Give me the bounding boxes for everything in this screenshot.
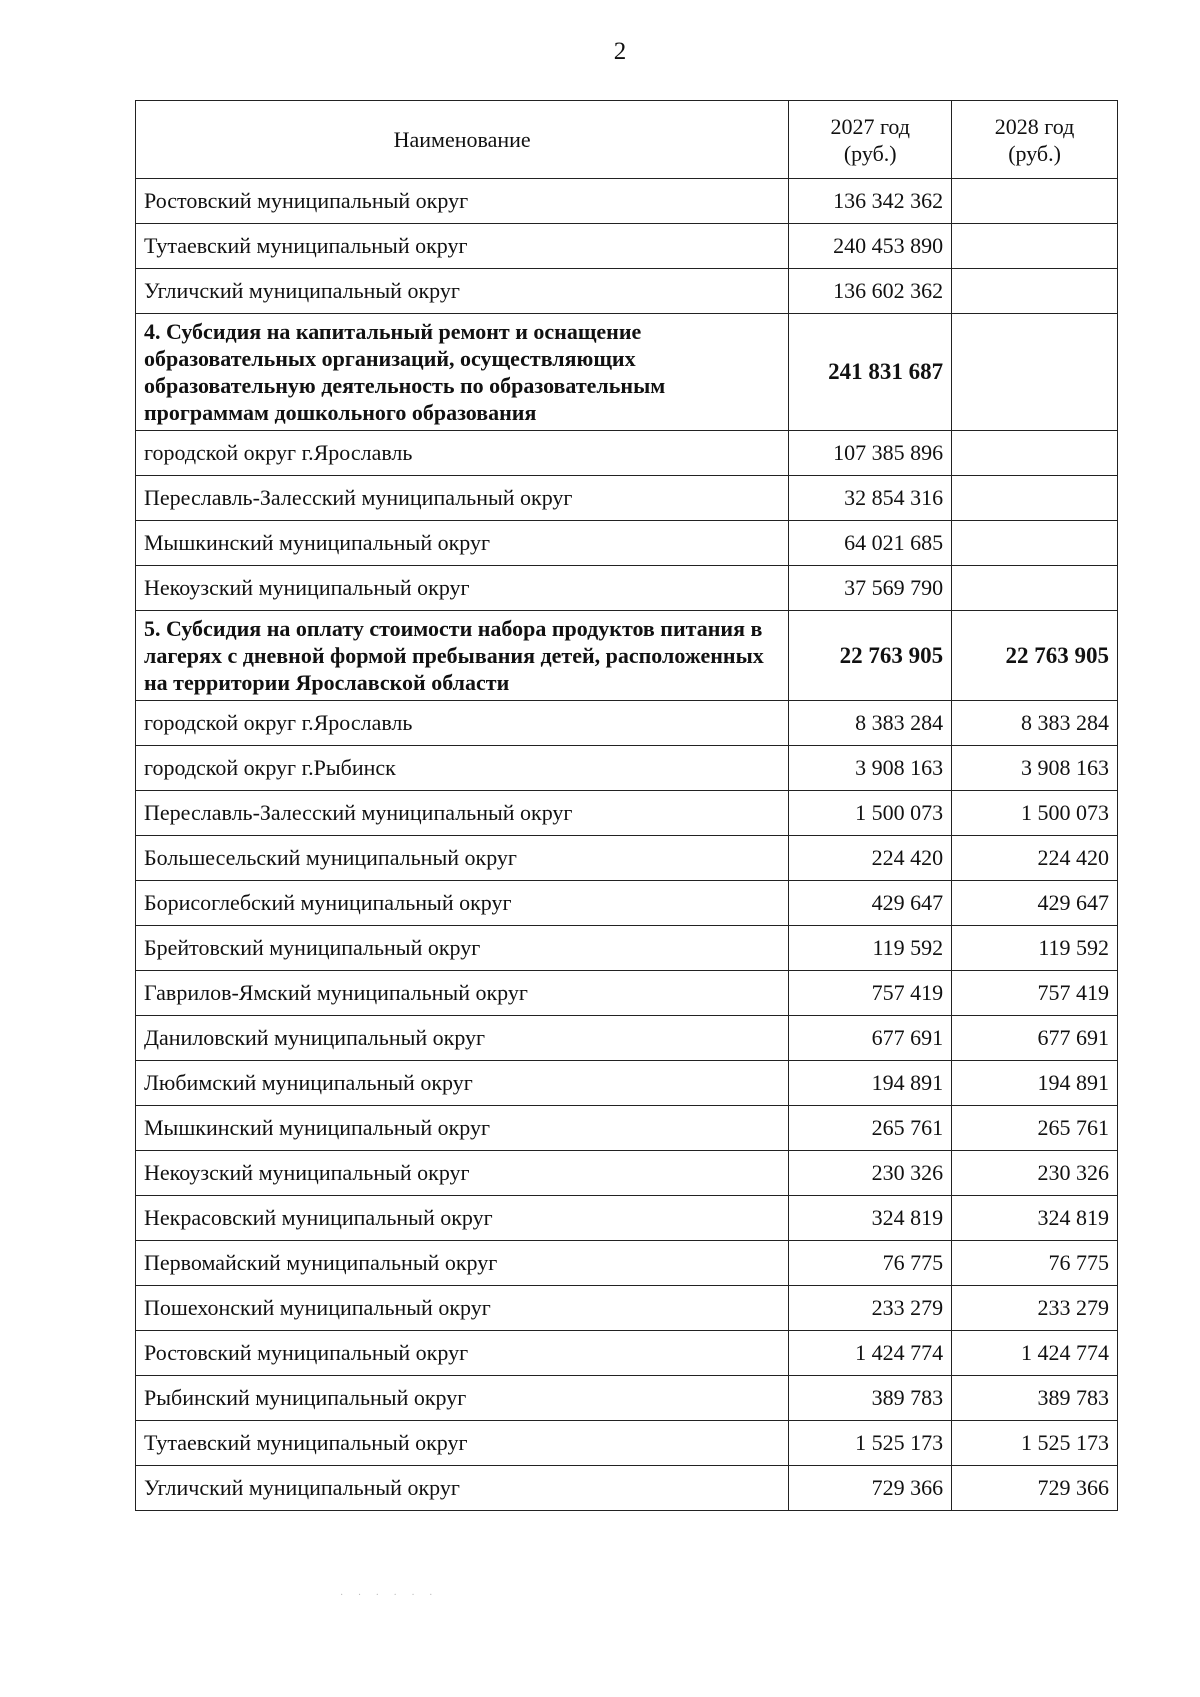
row-name: Брейтовский муниципальный округ	[136, 926, 789, 971]
row-value-2028: 233 279	[952, 1286, 1118, 1331]
row-name: Тутаевский муниципальный округ	[136, 224, 789, 269]
row-value-2028: 1 525 173	[952, 1421, 1118, 1466]
row-name: Тутаевский муниципальный округ	[136, 1421, 789, 1466]
header-name	[136, 101, 789, 179]
row-name: Некоузский муниципальный округ	[136, 566, 789, 611]
table-row	[136, 1331, 1118, 1376]
row-name: Пошехонский муниципальный округ	[136, 1286, 789, 1331]
row-value-2028: 1 424 774	[952, 1331, 1118, 1376]
row-name: Гаврилов-Ямский муниципальный округ	[136, 971, 789, 1016]
row-name: Ростовский муниципальный округ	[136, 1331, 789, 1376]
row-name: Мышкинский муниципальный округ	[136, 521, 789, 566]
section-total-2028: 22 763 905	[952, 611, 1118, 701]
row-name: Любимский муниципальный округ	[136, 1061, 789, 1106]
row-value-2028: 119 592	[952, 926, 1118, 971]
table-row	[136, 746, 1118, 791]
subsidy-table	[135, 100, 1118, 1511]
row-name: Угличский муниципальный округ	[136, 269, 789, 314]
row-value-2027: 194 891	[789, 1061, 952, 1106]
row-value-2028	[952, 269, 1118, 314]
header-2028-year: 2028 год	[994, 113, 1075, 139]
table-row	[136, 224, 1118, 269]
row-name: Угличский муниципальный округ	[136, 1466, 789, 1511]
row-name: Мышкинский муниципальный округ	[136, 1106, 789, 1151]
row-name: Борисоглебский муниципальный округ	[136, 881, 789, 926]
row-value-2027: 76 775	[789, 1241, 952, 1286]
row-name: Большесельский муниципальный округ	[136, 836, 789, 881]
row-value-2028: 729 366	[952, 1466, 1118, 1511]
table-row	[136, 269, 1118, 314]
row-value-2027: 3 908 163	[789, 746, 952, 791]
row-value-2028: 429 647	[952, 881, 1118, 926]
row-value-2028: 8 383 284	[952, 701, 1118, 746]
row-value-2027: 230 326	[789, 1151, 952, 1196]
row-value-2028: 194 891	[952, 1061, 1118, 1106]
row-value-2027: 8 383 284	[789, 701, 952, 746]
table-header-row	[136, 101, 1118, 179]
section-row-subsidy-4	[136, 314, 1118, 431]
row-value-2027: 240 453 890	[789, 224, 952, 269]
row-value-2027: 429 647	[789, 881, 952, 926]
table-row	[136, 566, 1118, 611]
row-value-2028: 389 783	[952, 1376, 1118, 1421]
table-row	[136, 521, 1118, 566]
header-2027-unit: (руб.)	[843, 140, 897, 166]
row-value-2027: 37 569 790	[789, 566, 952, 611]
row-value-2027: 324 819	[789, 1196, 952, 1241]
table-row	[136, 836, 1118, 881]
row-name: городской округ г.Ярославль	[136, 431, 789, 476]
table-row	[136, 1016, 1118, 1061]
row-value-2027: 1 525 173	[789, 1421, 952, 1466]
row-value-2027: 233 279	[789, 1286, 952, 1331]
row-name: городской округ г.Рыбинск	[136, 746, 789, 791]
row-value-2028: 1 500 073	[952, 791, 1118, 836]
table-row	[136, 1376, 1118, 1421]
row-value-2027: 32 854 316	[789, 476, 952, 521]
row-value-2028	[952, 566, 1118, 611]
scan-artifact: · · · · · ·	[340, 1590, 439, 1601]
row-value-2027: 757 419	[789, 971, 952, 1016]
section-row-subsidy-5	[136, 611, 1118, 701]
section-title: 5. Субсидия на оплату стоимости набора продуктов питания в лагерях с дневной формой пребывания детей, расположенных на территории Ярославской области	[136, 611, 789, 701]
row-name: городской округ г.Ярославль	[136, 701, 789, 746]
row-value-2028: 324 819	[952, 1196, 1118, 1241]
row-value-2027: 224 420	[789, 836, 952, 881]
table-row	[136, 1106, 1118, 1151]
row-name: Рыбинский муниципальный округ	[136, 1376, 789, 1421]
row-name: Первомайский муниципальный округ	[136, 1241, 789, 1286]
row-value-2028	[952, 521, 1118, 566]
header-2027	[789, 101, 952, 179]
row-name: Переславль-Залесский муниципальный округ	[136, 791, 789, 836]
row-value-2028	[952, 224, 1118, 269]
section-total-2028	[952, 314, 1118, 431]
table-row	[136, 791, 1118, 836]
row-value-2027: 107 385 896	[789, 431, 952, 476]
table-row	[136, 476, 1118, 521]
row-value-2027: 1 424 774	[789, 1331, 952, 1376]
row-value-2027: 389 783	[789, 1376, 952, 1421]
row-value-2028	[952, 179, 1118, 224]
table-row	[136, 179, 1118, 224]
row-value-2028: 3 908 163	[952, 746, 1118, 791]
table-row	[136, 1466, 1118, 1511]
row-name: Ростовский муниципальный округ	[136, 179, 789, 224]
row-name: Даниловский муниципальный округ	[136, 1016, 789, 1061]
table-row	[136, 1241, 1118, 1286]
page-number: 2	[613, 38, 627, 65]
row-name: Некоузский муниципальный округ	[136, 1151, 789, 1196]
row-value-2028	[952, 431, 1118, 476]
table-row	[136, 926, 1118, 971]
header-2028-unit: (руб.)	[1008, 140, 1061, 166]
table-row	[136, 1421, 1118, 1466]
table-row	[136, 881, 1118, 926]
section-total-2027: 22 763 905	[789, 611, 952, 701]
section-title: 4. Субсидия на капитальный ремонт и оснащение образовательных организаций, осуществляющих образовательную деятельность по образовательным программам дошкольного образования	[136, 314, 789, 431]
section-total-2027: 241 831 687	[789, 314, 952, 431]
row-value-2027: 265 761	[789, 1106, 952, 1151]
table-row	[136, 701, 1118, 746]
row-name: Некрасовский муниципальный округ	[136, 1196, 789, 1241]
row-value-2028: 677 691	[952, 1016, 1118, 1061]
table-row	[136, 431, 1118, 476]
row-value-2027: 64 021 685	[789, 521, 952, 566]
row-value-2028	[952, 476, 1118, 521]
row-value-2027: 677 691	[789, 1016, 952, 1061]
header-2028	[952, 101, 1118, 179]
table-row	[136, 971, 1118, 1016]
row-name: Переславль-Залесский муниципальный округ	[136, 476, 789, 521]
row-value-2028: 76 775	[952, 1241, 1118, 1286]
row-value-2027: 119 592	[789, 926, 952, 971]
row-value-2027: 729 366	[789, 1466, 952, 1511]
row-value-2027: 136 342 362	[789, 179, 952, 224]
table-row	[136, 1151, 1118, 1196]
row-value-2028: 224 420	[952, 836, 1118, 881]
table-row	[136, 1061, 1118, 1106]
header-2027-year: 2027 год	[830, 113, 910, 139]
row-value-2028: 230 326	[952, 1151, 1118, 1196]
row-value-2027: 136 602 362	[789, 269, 952, 314]
header-name-label: Наименование	[393, 127, 531, 152]
table-row	[136, 1286, 1118, 1331]
table-row	[136, 1196, 1118, 1241]
row-value-2028: 757 419	[952, 971, 1118, 1016]
row-value-2028: 265 761	[952, 1106, 1118, 1151]
row-value-2027: 1 500 073	[789, 791, 952, 836]
